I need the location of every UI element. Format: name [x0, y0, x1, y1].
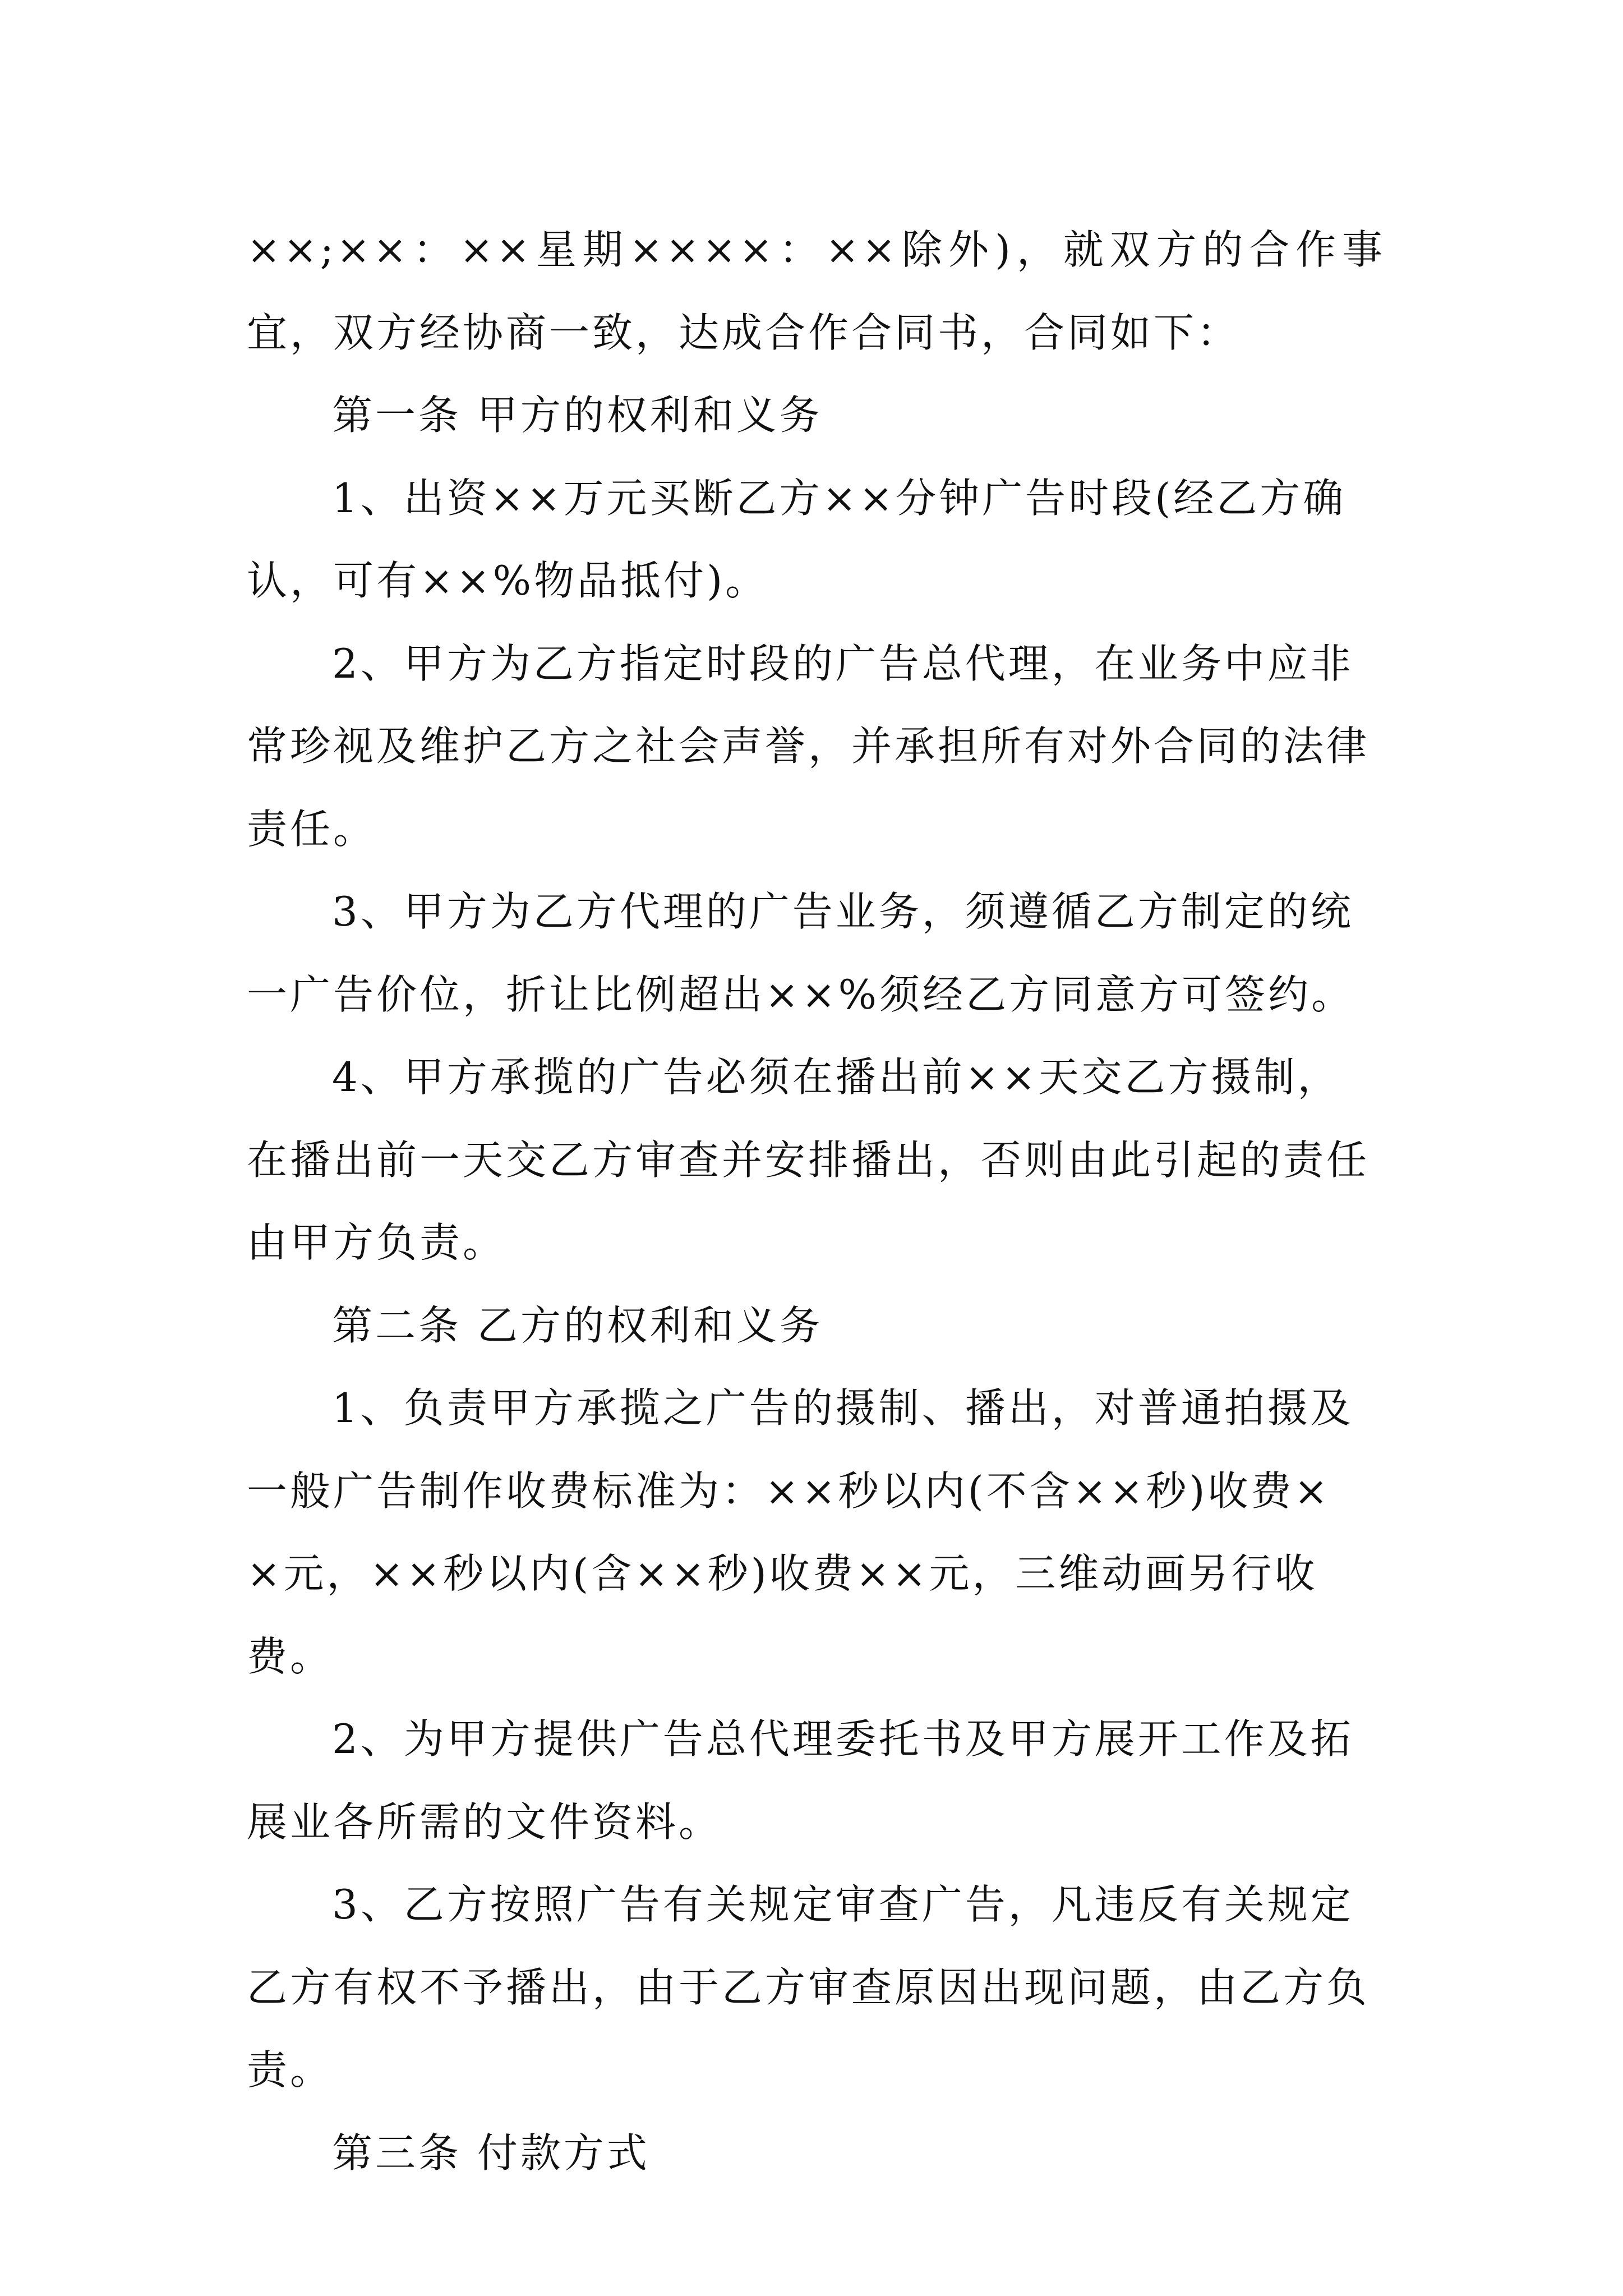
text-line: 认，可有××%物品抵付)。	[247, 557, 769, 604]
text-line: 4、甲方承揽的广告必须在播出前××天交乙方摄制，	[332, 1053, 1341, 1101]
text-line: 责任。	[247, 805, 377, 853]
text-line: ××;××：××星期××××：××除外)，就双方的合作事	[247, 226, 1385, 273]
text-line: 3、甲方为乙方代理的广告业务，须遵循乙方制定的统	[332, 888, 1354, 935]
text-line: 1、出资××万元买断乙方××分钟广告时段(经乙方确	[332, 474, 1347, 522]
text-line: 一广告价位，折让比例超出××%须经乙方同意方可签约。	[247, 970, 1355, 1018]
text-line: 乙方有权不予播出，由于乙方审查原因出现问题，由乙方负	[247, 1963, 1370, 2011]
text-line: 3、乙方按照广告有关规定审查广告，凡违反有关规定	[332, 1881, 1354, 1928]
text-line: 责。	[247, 2046, 334, 2093]
text-line: 2、为甲方提供广告总代理委托书及甲方展开工作及拓	[332, 1715, 1354, 1763]
section-heading: 第二条 乙方的权利和义务	[332, 1301, 823, 1349]
section-heading: 第一条 甲方的权利和义务	[332, 392, 823, 439]
text-line: 宜，双方经协商一致，达成合作合同书，合同如下：	[247, 309, 1241, 356]
text-line: 2、甲方为乙方指定时段的广告总代理，在业务中应非	[332, 639, 1354, 687]
text-line: 一般广告制作收费标准为：××秒以内(不含××秒)收费×	[247, 1467, 1331, 1515]
text-line: ×元，××秒以内(含××秒)收费××元，三维动画另行收	[247, 1550, 1318, 1597]
text-line: 1、负责甲方承揽之广告的摄制、播出，对普通拍摄及	[332, 1384, 1354, 1432]
section-heading: 第三条 付款方式	[332, 2129, 650, 2177]
text-line: 常珍视及维护乙方之社会声誉，并承担所有对外合同的法律	[247, 723, 1370, 770]
contract-body	[247, 209, 1385, 2194]
text-line: 在播出前一天交乙方审查并安排播出，否则由此引起的责任	[247, 1136, 1370, 1184]
text-line: 展业各所需的文件资料。	[247, 1798, 722, 1846]
text-line: 费。	[247, 1632, 334, 1680]
text-line: 由甲方负责。	[247, 1219, 506, 1266]
